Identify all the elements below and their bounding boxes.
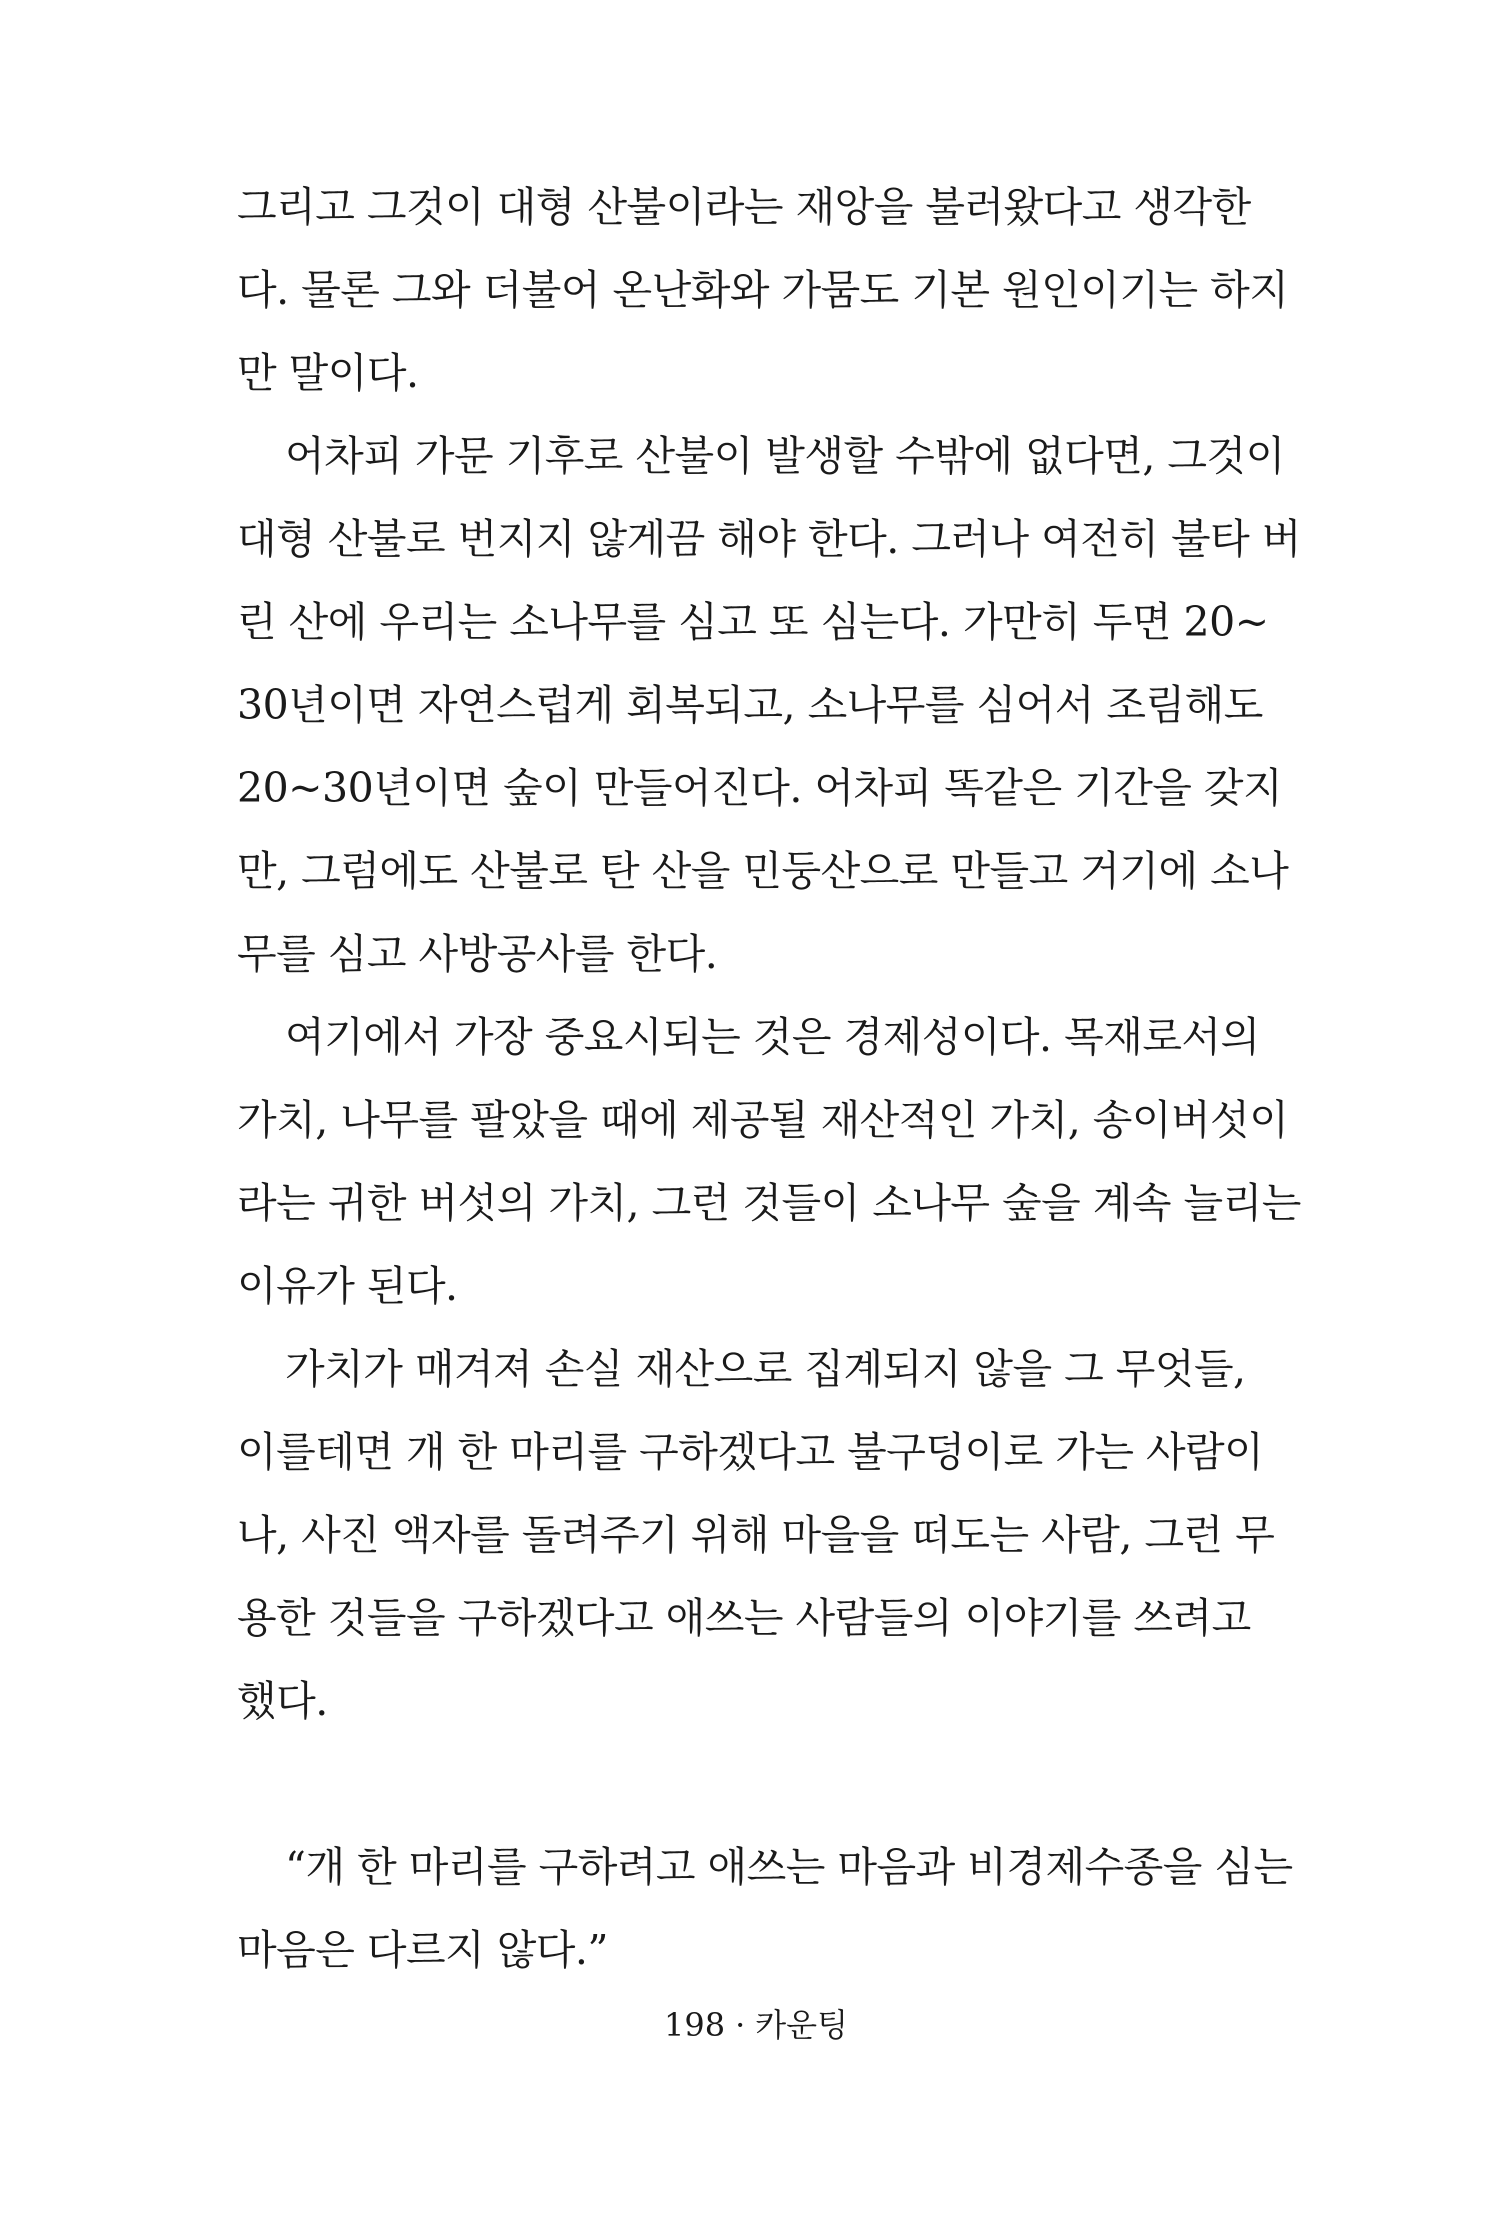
- text-line: 가치, 나무를 팔았을 때에 제공될 재산적인 가치, 송이버섯이: [237, 1096, 1289, 1144]
- page-number: 198: [664, 2006, 726, 2044]
- quote-line: “개 한 마리를 구하려고 애쓰는 마음과 비경제수종을 심는: [285, 1843, 1293, 1891]
- book-title: 카운팅: [755, 2006, 848, 2044]
- text-line: 용한 것들을 구하겠다고 애쓰는 사람들의 이야기를 쓰려고: [237, 1594, 1251, 1642]
- text-line: 나, 사진 액자를 돌려주기 위해 마을을 떠도는 사람, 그런 무: [237, 1511, 1275, 1559]
- text-line: 어차피 가문 기후로 산불이 발생할 수밖에 없다면, 그것이: [285, 432, 1285, 480]
- text-line: 이를테면 개 한 마리를 구하겠다고 불구덩이로 가는 사람이: [237, 1428, 1264, 1476]
- text-line: 다. 물론 그와 더불어 온난화와 가뭄도 기본 원인이기는 하지: [237, 266, 1289, 314]
- text-line: 20~30년이면 숲이 만들어진다. 어차피 똑같은 기간을 갖지: [237, 764, 1283, 812]
- text-line: 만 말이다.: [237, 349, 419, 397]
- text-line: 린 산에 우리는 소나무를 심고 또 심는다. 가만히 두면 20~: [237, 598, 1269, 646]
- text-line: 이유가 된다.: [237, 1262, 458, 1310]
- text-line: 무를 심고 사방공사를 한다.: [237, 930, 718, 978]
- body-text: [237, 166, 1301, 1992]
- text-line: 가치가 매겨져 손실 재산으로 집계되지 않을 그 무엇들,: [285, 1345, 1246, 1393]
- text-line: 그리고 그것이 대형 산불이라는 재앙을 불러왔다고 생각한: [237, 183, 1251, 231]
- text-line: 했다.: [237, 1677, 328, 1725]
- text-line: 만, 그럼에도 산불로 탄 산을 민둥산으로 만들고 거기에 소나: [237, 847, 1289, 895]
- text-line: 여기에서 가장 중요시되는 것은 경제성이다. 목재로서의: [285, 1013, 1260, 1061]
- quote-line: 마음은 다르지 않다.”: [237, 1926, 608, 1974]
- page-footer: [0, 2000, 1512, 2046]
- text-line: 라는 귀한 버섯의 가치, 그런 것들이 소나무 숲을 계속 늘리는: [237, 1179, 1301, 1227]
- text-line: 30년이면 자연스럽게 회복되고, 소나무를 심어서 조림해도: [237, 681, 1263, 729]
- text-line: 대형 산불로 번지지 않게끔 해야 한다. 그러나 여전히 불타 버: [237, 515, 1301, 563]
- section-spacer: [237, 1743, 1197, 1826]
- footer-separator: ·: [735, 2006, 746, 2044]
